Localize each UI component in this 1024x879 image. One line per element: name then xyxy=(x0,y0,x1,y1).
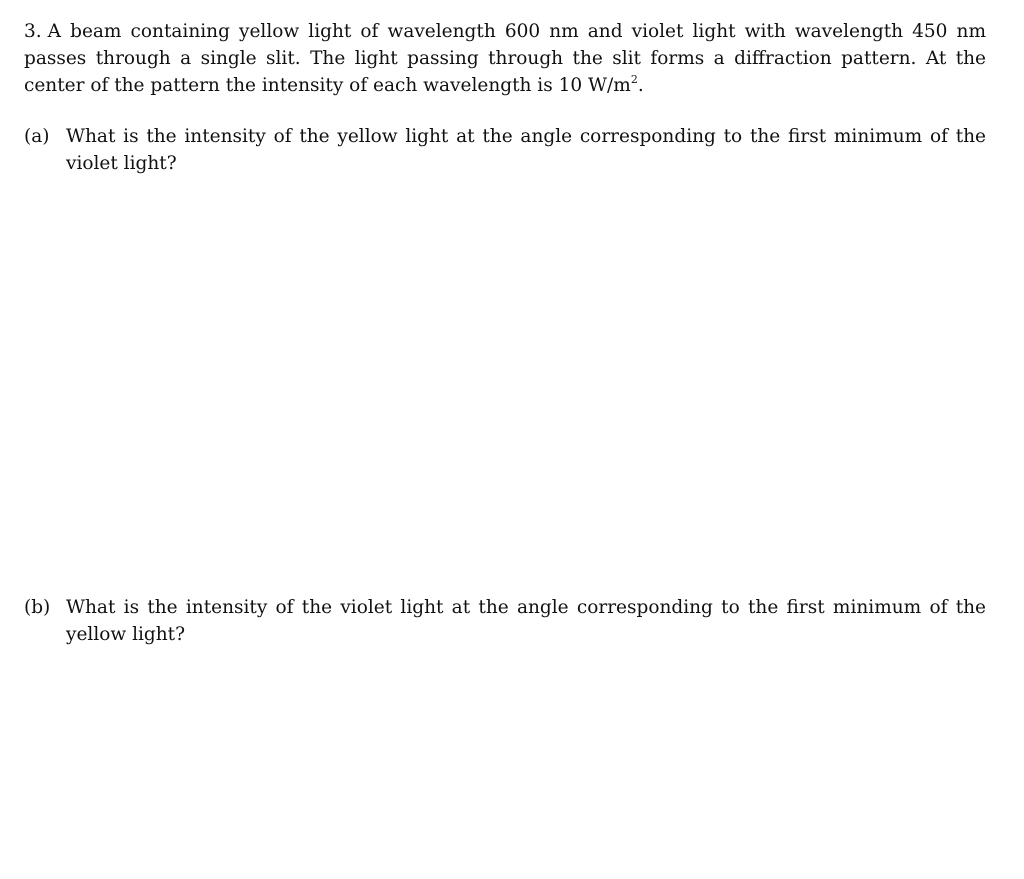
part-b-question: What is the intensity of the violet light at the angle corresponding to the first minimum of the yellow light? xyxy=(66,597,986,645)
problem-statement xyxy=(24,18,986,99)
problem-intro-end: . xyxy=(637,75,644,96)
part-a xyxy=(24,123,986,177)
part-b-label: (b) xyxy=(24,597,51,618)
part-a-question: What is the intensity of the yellow light at the angle corresponding to the first minimum of the violet light? xyxy=(66,126,986,174)
part-b xyxy=(24,594,986,648)
problem-number: 3. xyxy=(24,21,42,42)
part-a-label: (a) xyxy=(24,126,50,147)
problem-intro-text: A beam containing yellow light of wavelength 600 nm and violet light with wavelength 450 nm passes through a single slit. The light passing through the slit forms a diffraction pattern. At the center of the pattern the intensity of each wavelength is 10 W/m xyxy=(24,21,986,96)
unit-exponent: 2 xyxy=(630,72,638,86)
problem-page xyxy=(24,18,986,645)
